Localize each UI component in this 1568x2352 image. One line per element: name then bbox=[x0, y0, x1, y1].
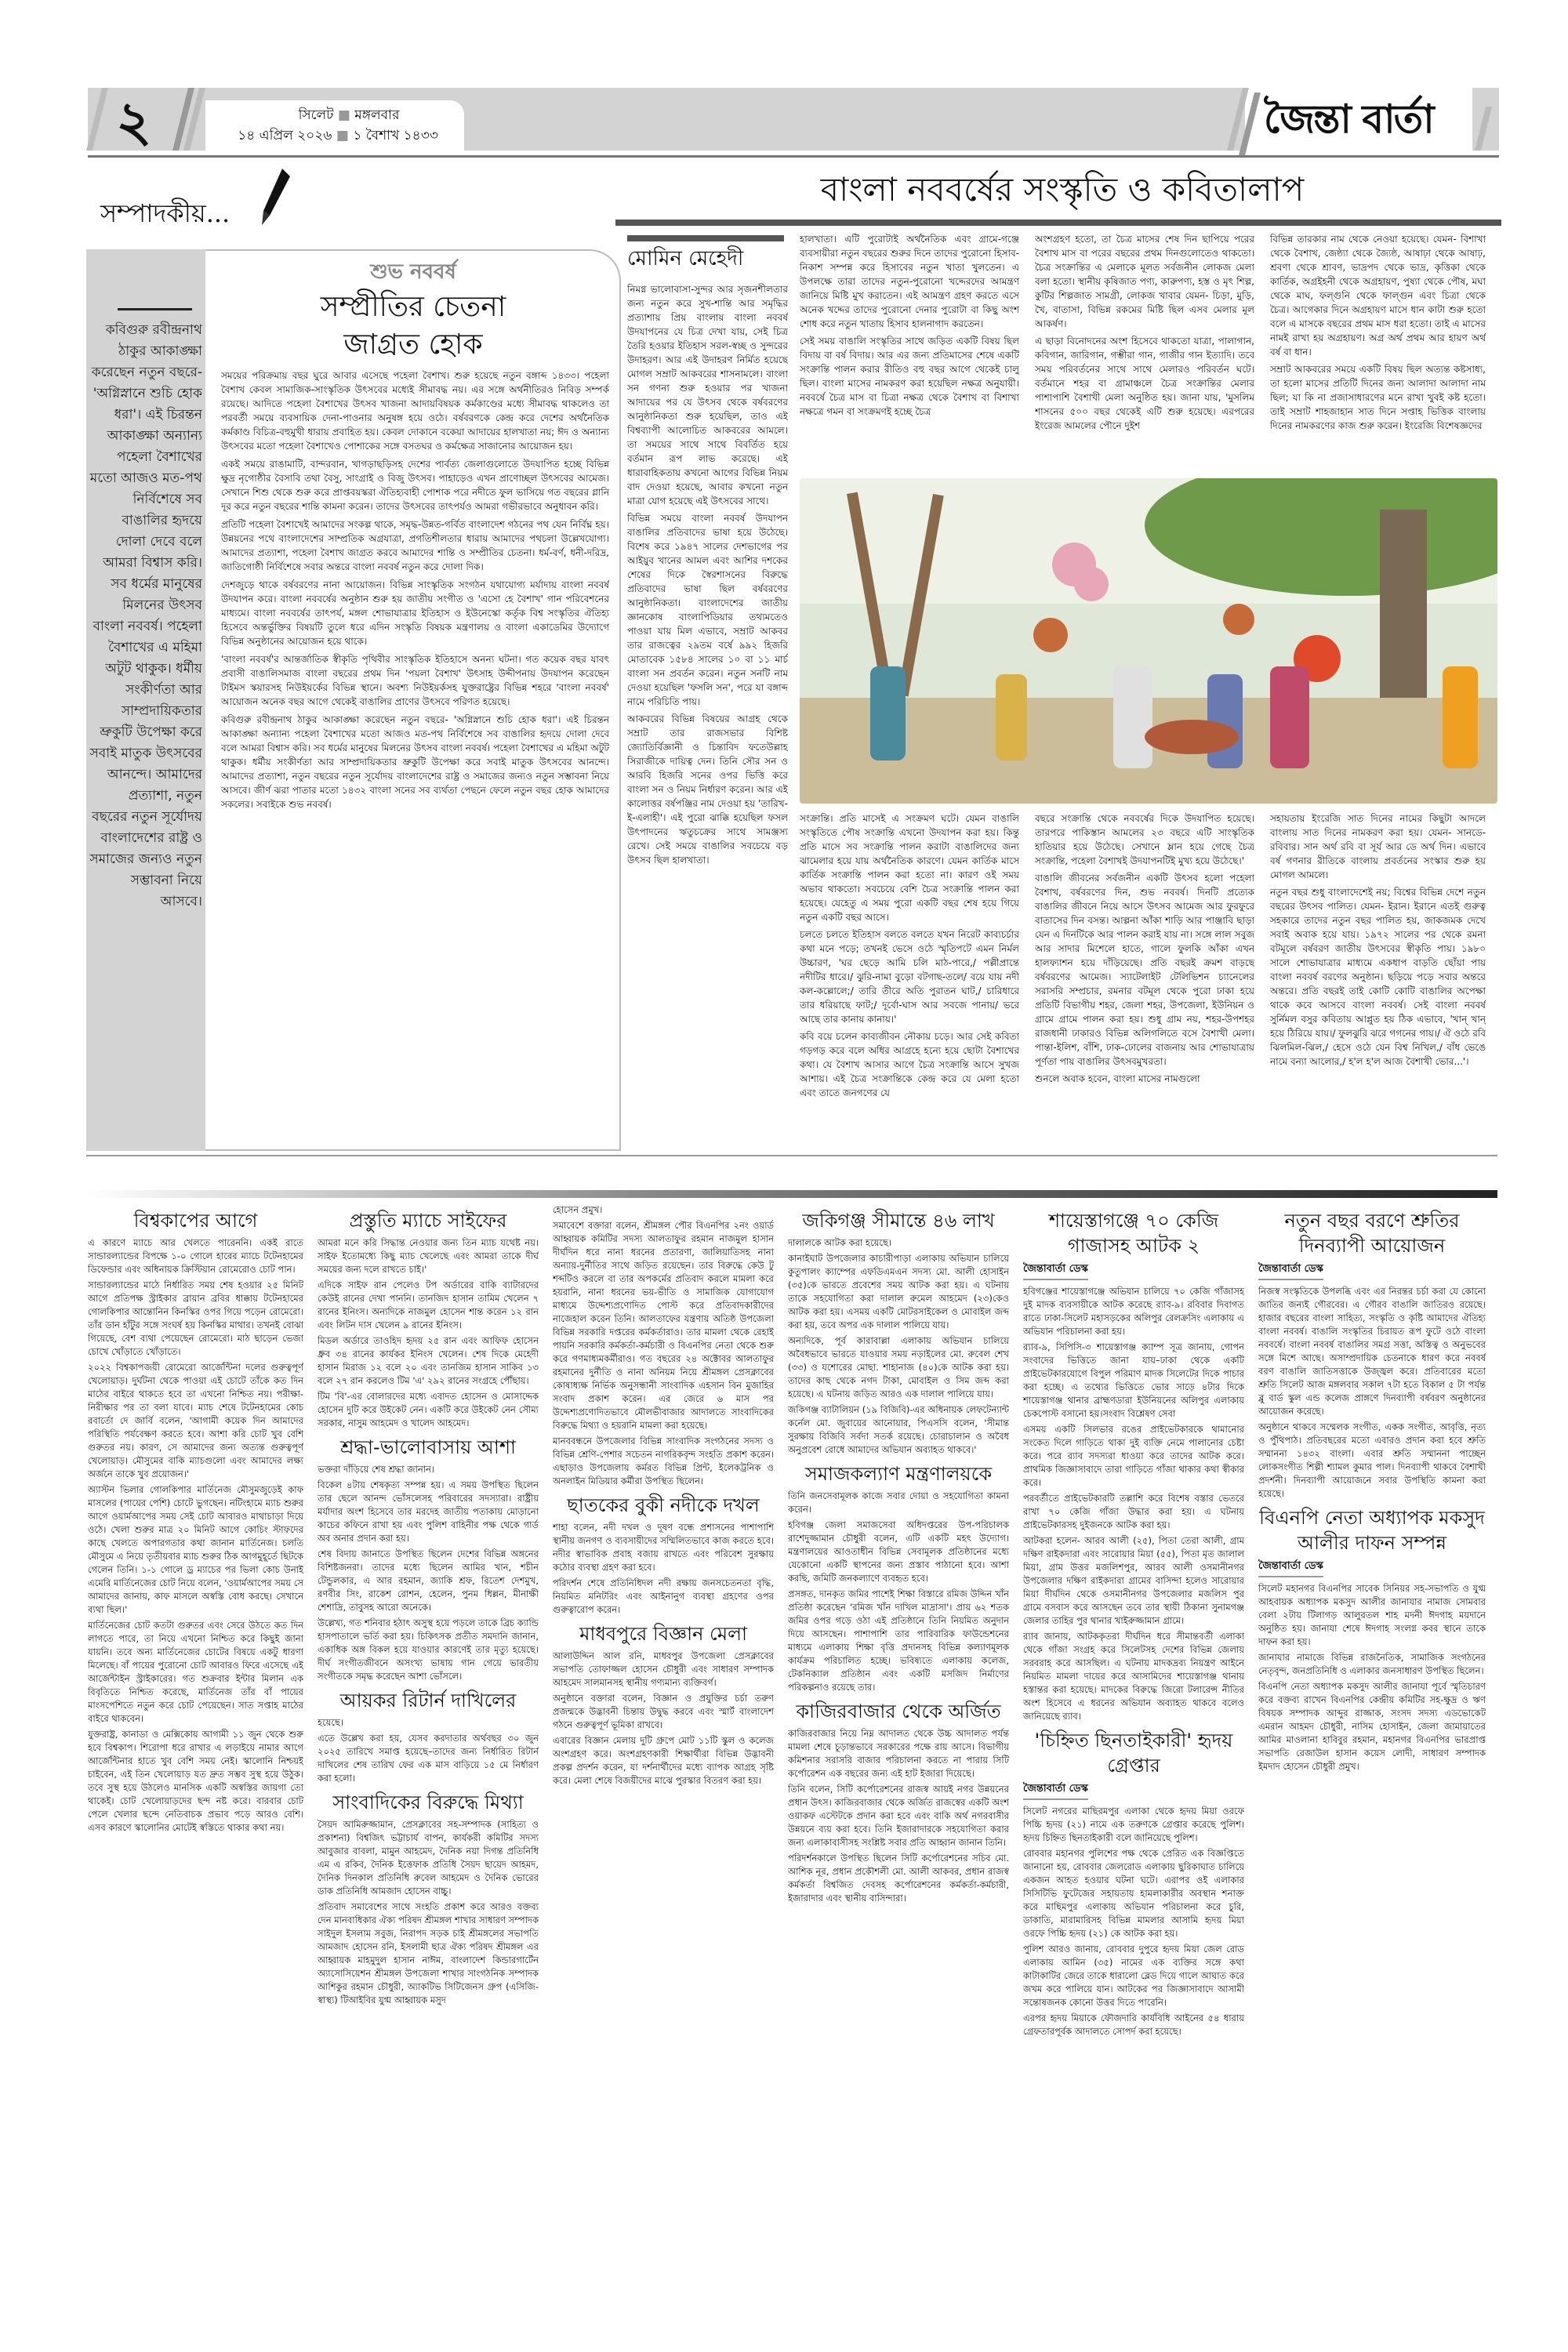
header-rule bbox=[88, 155, 1499, 158]
feature-column-4 bbox=[1270, 232, 1486, 472]
news-paragraph: যুক্তরাষ্ট্র, কানাডা ও মেক্সিকোয় আগামী ১১ জুন থেকে শুরু হবে বিশ্বকাপ। শিরোপা ধরে রাখার এ লড়াইয়ে নামার আগে আর্জেন্টিনার হাতে খুব বেশি সময় নেই। স্কালোনি নিশ্চয়ই চাইবেন, এই তিন খেলোয়াড় যত দ্রুত সম্ভব সুস্থ হয়ে উঠুক। তবে সুস্থ হয়ে উঠলেও মানসিক একটি অস্বস্তির জায়গা তো থাকেই। চোট খেলোয়াড়দের ছন্দ নষ্ট করে। বারবার চোট পেলে খেলার ছন্দে নেতিবাচক প্রভাব পড়ে আরও বেশি। এসব কারণে স্কালোনির মোটেই স্বস্তিতে থাকার কথা নয়। bbox=[88, 1729, 303, 1833]
news-paragraph: রোববার মহানগর পুলিশের পক্ষ থেকে প্রেরিত এক বিজ্ঞপ্তিতে জানানো হয়, রোববার জেলরোড এলাকায় ছুরিকাঘাত চালিয়ে একজন আহত হওয়ার ঘটনা ঘটে। এরাপর ওই এলাকার সিসিটিভি ফুটেজের সহায়তায় হামলাকারীর অবস্থান শনাক্ত করে মাছিমপুর এলাকায় অভিযান পরিচালনা করে চুরি, ডাকাতি, মারামারিসহ বিভিন্ন মামলার আসামি হৃদয় মিয়া ওরফে পিচ্চি হৃদয় (২১) কে আটক করা হয়। bbox=[1023, 1848, 1244, 1939]
news-headline: 'চিহ্নিত ছিনতাইকারী' হৃদয় গ্রেপ্তার bbox=[1034, 1730, 1233, 1777]
news-byline: জৈন্তাবার্তা ডেস্ক bbox=[1258, 1559, 1323, 1577]
feature-column-5 bbox=[800, 811, 1019, 1149]
news-headline: কাজিরবাজার থেকে অর্জিত bbox=[796, 1700, 1001, 1722]
header-city: সিলেট bbox=[298, 107, 334, 123]
news-paragraph: হবিগঞ্জের শায়েস্তাগঞ্জে অভিযান চালিয়ে ৭০ কেজি গাঁজাসহ দুই মাদক ব্যবসায়ীকে আটক করেছে র‍্যাব-৯। রবিবার দিবাগত রাতে ঢাকা-সিলেট মহাসড়কের অলিপুর রেলক্রসিং এলাকায় এ অভিযান পরিচালনা করা হয়। bbox=[1023, 1286, 1244, 1337]
news-headline: মাধবপুরে বিজ্ঞান মেলা bbox=[579, 1623, 747, 1645]
news-paragraph: পরবর্তীতে প্রাইভেটকারটি তল্লাশি করে বিশেষ বস্তার ভেতরে রাখা ৭০ কেজি গাঁজা উদ্ধার করা হয়। এ ঘটনায় প্রাইভেটকারসহ দুইজনকে আটক করা হয়। bbox=[1023, 1493, 1244, 1530]
feature-paragraph: কবি বয়ে চলেন কাব্যজীবন নৌকায় চড়ে। আর সেই কবিতা গড়গড় করে বলে অধির আগ্রহে হন্যে হয়ে ছোটা বৈশাখের কথা। যে বৈশাখ আসার আগে চৈত্র সংক্রান্তি আসে সুখজ আশায়। এই চৈত্র সংক্রান্তিকে কেন্দ্র করে যে মেলা হতো এবং তাতে জনগণের যে bbox=[800, 1031, 1019, 1098]
fountain-pen-icon bbox=[259, 169, 290, 231]
editorial-pullquote: কবিগুরু রবীন্দ্রনাথ ঠাকুর আকাঙ্ক্ষা করেছেন নতুন বছরে- 'অগ্নিস্নানে শুচি হোক ধরা'। এই চিরন্তন আকাঙ্ক্ষা অন্যান্য পহেলা বৈশাখের মতো আজও মত-পথ নির্বিশেষে সব বাঙালির হৃদয়ে দোলা দেবে বলে আমরা বিশ্বাস করি। সব ধর্মের মানুষের মিলনের উৎসব বাংলা নববর্ষ। পহেলা বৈশাখের এ মহিমা অটুট থাকুক। ধর্মীয় সংকীর্ণতা আর সাম্প্রদায়িকতার ভ্রুকুটি উপেক্ষা করে সবাই মাতুক উৎসবের আনন্দে। আমাদের প্রত্যাশা, নতুন বছরের নতুন সূর্যোদয় বাংলাদেশের রাষ্ট্র ও সমাজের জন্যও নতুন সম্ভাবনা নিয়ে আসবে। bbox=[89, 322, 202, 909]
editorial-paragraph: সময়ের পরিক্রমায় বছর ঘুরে আবার এসেছে পহেলা বৈশাখ। শুরু হয়েছে নতুন বঙ্গাব্দ ১৪৩৩। পহেলা বৈশাখ কেবল সামাজিক-সাংস্কৃতিক উৎসবের মধ্যেই সীমাবদ্ধ নয়। এর সঙ্গে অর্থনীতিরও নিবিড় সম্পর্ক রয়েছে। আদিতে পহেলা বৈশাখের উৎসব খাজনা আদায়বিষয়ক কর্মকাণ্ডের মধ্যে সীমাবদ্ধ থাকলেও তা পরবর্তী সময়ে ব্যবসায়িক দেনা-পাওনার অনুষঙ্গ হয়ে ওঠে। বর্ষবরণকে কেন্দ্র করে দেশের অর্থনৈতিক কর্মকাণ্ড বিচিত্র-বহুমুখী ধারায় প্রবাহিত হয়। কেবল দোকানে বকেয়া আদায়ের হালখাতা নয়; ঈদ ও অন্যান্য উৎসবের মতো পহেলা বৈশাখেও পোশাকের সঙ্গে বসতঘর ও কর্মক্ষেত্র সাজানোর আয়োজন হয়। bbox=[221, 370, 609, 452]
news-headline: সাংবাদিকের বিরুদ্ধে মিথ্যা bbox=[332, 1791, 524, 1813]
news-paragraph: শাহা বলেন, নদী দখল ও দূষণ বন্ধে প্রশাসনের পাশাপাশি স্থানীয় জনগণ ও ব্যবসায়ীদের সম্মিলিতভাবে কাজ করতে হবে। নদীর স্বাভাবিক প্রবাহ বজায় রাখতে এবং পরিবেশ সুরক্ষায় কঠোর ব্যবস্থা গ্রহণ করা হবে। bbox=[553, 1522, 774, 1573]
news-paragraph: হোসেন প্রমুখ। bbox=[553, 1204, 603, 1215]
feature-column-2 bbox=[800, 232, 1019, 472]
news-paragraph: দালালকে আটক করা হয়েছে। bbox=[788, 1237, 892, 1248]
news-paragraph: উল্লেখ্য, গত শনিবার হঠাৎ অসুস্থ হয়ে পড়লে তাকে ব্রিচ ক্যান্ডি হাসপাতালে ভর্তি করা হয়। চিকিৎসক প্রতীত সমদানি জানান, একাধিক অঙ্গ বিকল হয়ে যাওয়ার কারণেই তার মৃত্যু হয়েছে। দীর্ঘ সংগীতজীবনে অসংখ্য ভাষায় গান গেয়ে ভারতীয় সংগীতকে সমৃদ্ধ করেছেন আশা ভোঁসলে। bbox=[318, 1617, 539, 1682]
news-paragraph: এরপর হৃদয় মিয়াকে ফৌজদারি কার্যবিধি আইনের ৫৪ ধারায় গ্রেফতারপূর্বক আদালতে সোপর্দ করা হয়েছে। bbox=[1023, 2013, 1244, 2037]
editorial-kicker: শুভ নববর্ষ bbox=[370, 260, 456, 284]
news-paragraph: পরিদর্শন শেষে প্রতিনিধিদল নদী রক্ষায় জনসচেতনতা বৃদ্ধি, নিয়মিত মনিটরিং এবং আইনানুগ ব্যবস্থা গ্রহণের ওপর গুরুত্বারোপ করেন। bbox=[553, 1577, 774, 1615]
news-paragraph: এতে উল্লেখ করা হয়, যেসব করদাতার অর্থবছর ৩০ জুন ২০২৫ তারিখে সমাপ্ত হয়েছে–তাদের জন্য নির্ধারিত রিটার্ন দাখিলের শেষ তারিখ ফের এক মাস বাড়িয়ে ১৫ মে নির্ধারণ করা হলো। bbox=[318, 1733, 539, 1784]
news-column-6 bbox=[1258, 1203, 1486, 2317]
feature-column-7 bbox=[1270, 811, 1486, 1149]
news-headline: শ্রদ্ধা-ভালোবাসায় আশা bbox=[339, 1436, 517, 1458]
news-paragraph: মানববন্ধনে উপজেলার বিভিন্ন সাংবাদিক সংগঠনের সদস্য ও বিভিন্ন শ্রেণি-পেশার সচেতন নাগরিকবৃন্দ সংহতি প্রকাশ করেন। এছাড়াও উপজেলায় কর্মরত বিভিন্ন প্রিন্ট, ইলেকট্রনিক ও অনলাইন মিডিয়ার কর্মীরা উপস্থিত ছিলেন। bbox=[553, 1436, 774, 1486]
news-headline: শায়েস্তাগঞ্জে ৭০ কেজি গাজাসহ আটক ২ bbox=[1048, 1210, 1219, 1257]
news-paragraph: সমাবেশে বক্তারা বলেন, শ্রীমঙ্গল পৌর বিএনপির ২নং ওয়ার্ড আহ্বায়ক কমিটির সদস্য আলতাফুর রহমান নাজমুল হাসান দীর্ঘদিন ধরে নানা ধরনের প্রতারণা, জালিয়াতিসহ নানা অন্যায়-দুর্নীতির সাথে জড়িত রয়েছেন। তার বিরুদ্ধে কেউ টু শব্দটিও করলে বা তার অপকর্মের প্রতিবাদ করলে মামলা করে হয়রানি, নানা ধরনের ভয়-ভীতি ও সামাজিক যোগাযোগ মাধ্যমে উদ্দেশ্যপ্রণোদিত পোস্ট করে প্রতিবাদকারীদের নাজেহাল করেন তিনি। আলতাফের যন্ত্রণায় অতিষ্ঠ উপজেলা বিভিন্ন সরকারি দপ্তরের কর্মকর্তারাও। তার মামলা থেকে রেহাই পায়নি সরকারি কর্মকর্তা-কর্মচারী ও বিএনপির নেতা থেকে শুরু করে গণমাধ্যমকর্মীরাও। গত বছরের ২৪ অক্টোবর আলতাফুর রহমানের দুর্নীতি ও নানা অনিয়ম নিয়ে শ্রীমঙ্গল প্রেসক্লাবের কোষাধ্যক্ষ নির্ভিক অনুসন্ধানী সাংবাদিক এহসান বিন মুজাহির সংবাদ প্রকাশ করেন। এর জেরে ৬ মাস পর উদ্দেশ্যপ্রণোদিতভাবে মৌলভীবাজার আদালতে সাংবাদিকের বিরুদ্ধে মিথ্যা ও হয়রানি মামলা করা হয়েছে। bbox=[553, 1220, 774, 1431]
news-paragraph: এসময় একটি সিলভার রঙের প্রাইভেটকারকে থামানোর সংকেত দিলে গাড়িতে থাকা দুই ব্যক্তি নেমে পালানোর চেষ্টা করে। পরে র‍্যাব সদস্যরা ধাওয়া করে তাদের আটক করে। প্রাথমিক জিজ্ঞাসাবাদে তারা গাড়িতে গাঁজা থাকার কথা স্বীকার করে। bbox=[1023, 1424, 1244, 1488]
news-paragraph: অনুষ্ঠানে থাকবে সম্মেলক সংগীত, একক সংগীত, আবৃত্তি, নৃত্য ও পুঁথিপাঠ। প্রতিবছরের মতো এবারও প্রদান করা হবে শ্রুতি সম্মাননা ১৪৩২ বাংলা। এবার শ্রুতি সম্মাননা পাচ্ছেন লোকসংগীত শিল্পী শ্যামল কুমার পাল। দিনব্যাপী থাকবে বৈশাখী প্রদর্শনী। দিনব্যাপী আয়োজনে সবার উপস্থিতি কামনা করা হয়েছে। bbox=[1258, 1421, 1486, 1499]
date-bangla: ১ বৈশাখ ১৪৩৩ bbox=[353, 128, 438, 143]
feature-paragraph: চলতে চলতে ইতিহাস বলতে বলতে যখন নিরেট কাব্যচর্চার কথা মনে পড়ে; তখনই ভেসে ওঠে স্মৃতিপটে এমন নির্মল উচ্চারণ, 'ঘর ছেড়ে আমি চলি মাঠ-পারে,/ পল্লীপ্রান্তে নদীটির ধারে।/ ঝুরি-নামা বুড়ো বটগাছ-তলে/ বয়ে যায় নদী কল-কল্লোলে;/ তারি তীরে অতি পুরাতন ঘাট,/ চারিধারে তার ধরিয়াছে ফাট;/ দূর্বো-ঘাস আর সবজে পানায়/ ভরে আছে তার কানায় কানায়।' bbox=[800, 929, 1019, 1025]
feature-paragraph: বিভিন্ন তারকার নাম থেকে নেওয়া হয়েছে। যেমন- বিশাখা থেকে বৈশাখ, জেষ্ঠ্যা থেকে জ্যৈষ্ঠ, আষাঢ়া থেকে আষাঢ়, শ্রবণা থেকে শ্রাবণ, ভাদ্রপদ থেকে ভাদ্র, কৃত্তিকা থেকে কার্তিক, অগ্রইহনী থেকে অগ্রহায়ণ, পুষ্যা থেকে পৌষ, মঘা থেকে মাঘ, ফল্গুনি থেকে ফাল্গুন এবং চিত্রা থেকে চৈত্র। আগেকার দিনে অগ্রহায়ণ মাসে ধান কাটা শুরু হতো বলে এ মাসকে বছরের প্রথম মাস ধরা হতো। তাই এ মাসের নামই রাখা হয় অগ্রহায়ণ। অগ্র অর্থ প্রথম আর হায়ণ অর্থ বর্ষ বা ধান। bbox=[1270, 234, 1486, 358]
news-paragraph: এ কারণে ম্যাচে আর খেলতে পারেননি। একই রাতে সান্ডারল্যান্ডের বিপক্ষে ১-০ গোলে হারের ম্যাচে টটেনহামের ডিফেন্ডার এবং অধিনায়ক ক্রিস্টিয়ান রোমেরোও চোট পান। bbox=[88, 1237, 303, 1275]
header-weekday: মঙ্গলবার bbox=[354, 107, 400, 123]
news-paragraph: পরিদর্শনকালে উপস্থিত ছিলেন সিটি কর্পোরেশনের সচিব মো. আশিক নূর, প্রধান প্রকৌশলী মো. আলী আকবর, প্রধান রাজস্ব কর্মকর্তা বিশ্বজিত দেবসহ কর্পোরেশনের কর্মকর্তা-কর্মচারী, ইজারাদার এবং স্থানীয় বাসিন্দারা। bbox=[788, 1853, 1009, 1904]
feature-paragraph: সম্রাট আকবরের সময়ে একটি বিষয় ছিল অত্যন্ত কষ্টসাধ্য, তা হলো মাসের প্রতিটি দিনের জন্য আলাদা আলাদা নাম ছিল; যা কি না প্রজাসাধারণের মনে রাখা খুবই কষ্ট হতো। তাই সম্রাট শাহজাহান সাত দিনে সপ্তাহ ভিত্তিক বাংলায় দিনের নামকরণের কাজ শুরু করেন। ইংরেজি বিশেষজ্ঞদের bbox=[1270, 364, 1486, 431]
feature-paragraph: সহায়তায় ইংরেজি সাত দিনের নামের কিছুটা আদলে বাংলায় সাত দিনের নামকরণ করা হয়। যেমন- সানডে- রবিবার। সান অর্থ রবি বা সূর্য আর ডে অর্থ দিন। এভাবে বর্ষ গণনার রীতিকে বাংলায় প্রবর্তনের সংস্কার শুরু হয় মোগল আমলে। bbox=[1270, 813, 1486, 880]
editorial-section-label: সম্পাদকীয়... bbox=[100, 198, 230, 228]
news-paragraph: কাজিরবাজার নিয়ে নিম্ন আদালত থেকে উচ্চ আদালত পর্যন্ত মামলা শেষে চূড়ান্তভাবে সরকারের পক্ষে রায় আসে। বিভাগীয় কমিশনার সরাসরি বাজার পরিচালনা করতে না পারায় সিটি কর্পোরেশন এক বছরের জন্য এই হাট ইজারা দিয়েছে। bbox=[788, 1728, 1009, 1779]
news-headline: আয়কর রিটার্ন দাখিলের bbox=[339, 1690, 517, 1711]
news-paragraph: অ্যাস্টন ভিলার গোলকিপার মার্তিনেজ মৌসুমজুড়েই কাফ মাসলের (পায়ের পেশি) চোটে ভুগছেন। নটিংহামে ম্যাচ শুরুর আগে ওয়ার্মআপের সময় সেই চোট আবারও মাথাচাড়া দিয়ে ওঠে। খেলা শুরুর মাত্র ২০ মিনিট আগে কোচিং স্টাফদের কাছে খেলতে অপারগতার কথা জানান মার্তিনেজ। চলতি মৌসুমে এ নিয়ে তৃতীয়বার ম্যাচ শুরুর ঠিক আগমুহূর্তে ছিটকে গেলেন তিনি। ১-১ গোলে ড্র ম্যাচের পর ভিলা কোচ উনাই এমেরি মার্তিনেজের চোট নিয়ে বলেন, 'ওয়ার্মআপের সময় সে আমাদের জানায়, কাফ মাসলে অস্বস্তি বোধ করছে। সেখানে ব্যথা ছিল।' bbox=[88, 1484, 303, 1615]
news-paragraph: মিডল অর্ডারে তাওহিদ হৃদয় ২৫ রান এবং আফিফ হোসেন ধ্রুব ৩৪ রানের কার্যকর ইনিংস খেলেন। শেষ দিকে মেহেদী হাসান মিরাজ ১২ বলে ২০ এবং তানজিম হাসান সাকিব ১৩ বলে ২৭ রান করলেও টিম 'এ' ২৯২ রানের সংগ্রহে পৌঁছায়। bbox=[318, 1335, 539, 1386]
news-paragraph: এবারের বিজ্ঞান মেলায় দুটি গ্রুপে মোট ১১টি স্কুল ও কলেজ অংশগ্রহণ করে। অংশগ্রহণকারী শিক্ষার্থীরা বিভিন্ন উদ্ভাবনী প্রকল্প প্রদর্শন করেন, যা দর্শনার্থীদের মধ্যে ব্যাপক আগ্রহ সৃষ্টি করে। মেলা শেষে বিজয়ীদের মাঝে পুরস্কার বিতরণ করা হয়। bbox=[553, 1735, 774, 1786]
editorial-paragraph: দেশজুড়ে থাকে বর্ষবরণের নানা আয়োজন। বিভিন্ন সাংস্কৃতিক সংগঠন যথাযোগ্য মর্যাদায় বাংলা নববর্ষ উদযাপন করে। বাংলা নববর্ষের অনুষ্ঠান শুরু হয় জাতীয় সংগীত ও 'এসো হে বৈশাখ' গান পরিবেশনের মাধ্যমে। বাংলা নববর্ষের তাৎপর্য, মঙ্গল শোভাযাত্রার ইতিহাস ও ইউনেস্কো কর্তৃক বিশ্ব সংস্কৃতির ঐতিহ্য হিসেবে অন্তর্ভুক্তির বিষয়টি তুলে ধরে এদিন সংস্কৃতি বিষয়ক মন্ত্রণালয় ও বাংলা একাডেমির উদ্যোগে বিভিন্ন অনুষ্ঠানের আয়োজন হয়ে থাকে। bbox=[221, 579, 609, 647]
news-headline: বিশ্বকাপের আগে bbox=[133, 1210, 258, 1232]
feature-paragraph: এ ছাড়া বিনোদনের অংশ হিসেবে থাকতো যাত্রা, পালাগান, কবিগান, জারিগান, গম্ভীরা গান, গাজীর গান ইত্যাদি। তবে সময় পরিবর্তনের সাথে সাথে মেলারও পরিবর্তন ঘটে। বর্তমানে শহর বা গ্রামাঞ্চলে চৈত্র সংক্রান্তির মেলার পাশাপাশি বৈশাখী মেলা অনুষ্ঠিত হয়। জানা যায়, 'মুসলিম শাসনের ৫০০ বছর থেকেই এটি শুরু হয়েছে। এরপরের ইংরেজ আমলের পৌনে দুইশ bbox=[1035, 336, 1254, 431]
news-world-cup bbox=[88, 1203, 303, 2317]
feature-author: মোমিন মেহেদী bbox=[627, 247, 744, 270]
news-byline: জৈন্তাবার্তা ডেস্ক bbox=[1023, 1261, 1088, 1280]
header-city-weekday: সিলেট ■ মঙ্গলবার bbox=[298, 107, 400, 123]
news-paragraph: সিলেট নগরের মাছিরমপুর এলাকা থেকে হৃদয় মিয়া ওরফে পিচ্চি হৃদয় (২১) নামে এক তরুণকে গ্রেপ্তার করেছে পুলিশ। হৃদয় চিহ্নিত ছিনতাইকারী বলে জানিয়েছে পুলিশ। bbox=[1023, 1806, 1244, 1843]
news-column-4 bbox=[788, 1203, 1009, 2317]
editorial-paragraph: 'বাংলা নববর্ষ'র আন্তর্জাতিক স্বীকৃতি পৃথিবীর সাংস্কৃতিক ইতিহাসে অনন্য ঘটনা। গত কয়েক বছর যাবৎ প্রবাসী বাঙালিসমাজ বাংলা বছরের প্রথম দিন 'পয়লা বৈশাখ' উৎসাহ উদ্দীপনায় উদযাপন করেছেন টাইমস স্কয়ারসহ নিউইয়র্কের বিভিন্ন স্থানে। অবশ্য নিউইয়র্কসহ যুক্তরাষ্ট্রের বিভিন্ন শহরে 'বাংলা নববর্ষ' আয়োজন অনেক বছর আগে থেকেই বাঙালির প্রাণের উৎসবে পরিণত হয়েছে। bbox=[221, 654, 609, 707]
news-paragraph: তিনি জনসেবামূলক কাজে সবার দোয়া ও সহযোগিতা কামনা করেন। bbox=[788, 1490, 1009, 1515]
boishakhi-mela-illustration bbox=[800, 478, 1497, 804]
news-paragraph: মার্তিনেজের চোট কতটা গুরুতর এবং সেরে উঠতে কত দিন লাগতে পারে, তা নিয়ে এখনো নিশ্চিত করে কিছুই জানা যায়নি। তবে অন্য মার্তিনেজের চোটের বিষয়ে একটু ধারণা মিলেছে। বাঁ পায়ের পুরোনো চোট আবারও ফিরে এসেছে এই আর্জেন্টাইন স্ট্রাইকারের। গত শুক্রবার ইন্টার মিলান এক বিবৃতিতে নিশ্চিত করেছে, মার্তিনেজ তাঁর বাঁ পায়ের মাংসপেশিতে নতুন করে চোট পেয়েছেন। সাত সপ্তাহ মাঠের বাইরে থাকবেন। bbox=[88, 1620, 303, 1724]
news-paragraph: হবিগঞ্জ জেলা সমাজসেবা অধিদপ্তরের উপ-পরিচালক রাশেদুজ্জামান চৌধুরী বলেন, এটি একটি মহৎ উদ্যোগ। মন্ত্রণালয়ের আওতাধীন বিভিন্ন সেবামূলক প্রতিষ্ঠানের মধ্যে যেকোনো একটি স্থাপনের জন্য প্রস্তাব পাঠানো হবে। আশা করছি, জমিটি জনকল্যাণে ব্যবহৃত হবে। bbox=[788, 1519, 1009, 1584]
news-headline: প্রস্তুতি ম্যাচে সাইফের bbox=[349, 1210, 507, 1232]
news-paragraph: প্রসঙ্গত, দানকৃত জমির পাশেই শিক্ষা বিস্তারে রমিজ উদ্দিন খাঁন প্রতিষ্ঠা করেছেন 'রমিজ খাঁন দাখিল মাদ্রাসা'। প্রায় ৬২ শতক জমির ওপর গড়ে ওঠা এই প্রতিষ্ঠানে তিনি নিয়মিত অনুদান দিয়ে আসছেন। পাশাপাশি তার পারিবারিক ফাউন্ডেশনের মাধ্যমে এলাকায় শিক্ষা বৃত্তি প্রদানসহ বিভিন্ন কল্যাণমূলক কার্যক্রম পরিচালিত হচ্ছে। ভবিষ্যতে এলাকায় কলেজ, টেকনিক্যাল প্রতিষ্ঠান এবং একটি মসজিদ নির্মাণের পরিকল্পনাও রয়েছে তার। bbox=[788, 1588, 1009, 1693]
news-paragraph: নিজস্ব সংস্কৃতিকে উপলব্ধি এবং এর নিরন্তর চর্চা করা যে কোনো জাতির জন্যই গৌরবের। এ গৌরব বাঙালি জাতিরও রয়েছে। হাজার বছরের বাংলা সাহিত্য, সংস্কৃতি ও কৃষ্টি আমাদের ঐতিহ্য বাংলা নববর্ষ। বাঙালি সংস্কৃতির চিরায়ত রূপ ফুটে ওঠে বাংলা নববর্ষে। বাংলা নববর্ষ বাঙালির সমগ্র সত্তা, অস্তিত্ব ও অনুভবের সঙ্গে মিশে আছে। অসাম্প্রদায়িক চেতনাকে ধারণ করে নববর্ষ বরণ বাঙালি জাতিসত্তাকে উজ্জ্বল করে। প্রতিবারের মতো শ্রুতি সিলেট আজ মঙ্গলবার সকাল ৭টা হতে বিকাল ৫ টা পর্যন্ত ব্লু বার্ড স্কুল এন্ড কলেজ প্রাঙ্গণে দিনব্যাপী বর্ষবরণ অনুষ্ঠানের আয়োজন করেছে। bbox=[1258, 1286, 1486, 1417]
section-divider bbox=[86, 1155, 1497, 1156]
news-paragraph: জকিগঞ্জ ব্যাটালিয়ন (১৯ বিজিবি)-এর অধিনায়ক লেফটেন্যান্ট কর্নেল মো. জুবায়ের আনোয়ার, পিএসসি বলেন, 'সীমান্ত সুরক্ষায় বিজিবি সর্বদা সতর্ক রয়েছে। চোরাচালান ও অবৈধ অনুপ্রবেশ রোধে আমাদের অভিযান অব্যাহত থাকবে।' bbox=[788, 1404, 1009, 1455]
pullquote-rule bbox=[118, 308, 192, 310]
news-byline: জৈন্তাবার্তা ডেস্ক bbox=[1023, 1781, 1088, 1800]
news-paragraph: বিএনপি নেতা অধ্যাপক মকসুদ আলীর জানাযা পূর্বে স্মৃতিচারণ করে বক্তব্য রাখেন বিএনপির কেন্দ্রীয় কমিটির সহ-ক্ষুদ্র ও ঋণ বিষয়ক সম্পাদক আব্দুর রাজ্জাক, সংসদ সদস্য এডভোকেট এমরান আহমদ চৌধুরী, নাসিম হোসাইন, জেলা জামায়াতের আমির মাওলানা হাবিবুর রহমান, মহানগর বিএনপির ভারপ্রাপ্ত সভাপতি রেজাউল হাসান কয়েস লোদী, সাধারণ সম্পাদক ইমদাদ হোসেন চৌধুরী প্রমুখ। bbox=[1258, 1681, 1486, 1772]
editorial-headline bbox=[205, 289, 621, 364]
author-rule bbox=[627, 235, 784, 241]
news-column-5 bbox=[1023, 1203, 1244, 2317]
editorial-headline-line1: সম্প্রীতির চেতনা bbox=[320, 291, 506, 323]
editorial-headline-line2: জাগ্রত হোক bbox=[343, 328, 483, 361]
news-paragraph: শেষ বিদায় জানাতে উপস্থিত ছিলেন দেশের বিভিন্ন অঙ্গনের বিশিষ্টজনরা। তাদের মধ্যে ছিলেন আমির খান, শচীন টেন্ডুলকার, এ আর রহমান, জ্যাকি শ্রফ, রিতেশ দেশমুখ, রণবীর সিং, রাকেশ রোশন, হেলেন, পুনম ধিল্লন, মীনাক্ষী শেশাদ্রি, তাবুসহ আরো অনেকে। bbox=[318, 1548, 539, 1613]
news-paragraph: আমরা মনে করি সিদ্ধান্ত নেওয়ার জন্য তিন ম্যাচ যথেষ্ট নয়। সাইফ ইতোমধ্যে কিছু ম্যাচ খেলেছে এবং আমরা তাকে দীর্ঘ সময়ের জন্য দলে রাখতে চাই।' bbox=[318, 1237, 539, 1275]
news-column-3 bbox=[553, 1203, 774, 2317]
news-headline: সমাজকল্যাণ মন্ত্রণালয়কে bbox=[804, 1463, 993, 1485]
feature-title: বাংলা নববর্ষের সংস্কৃতি ও কবিতালাপ bbox=[820, 170, 1305, 209]
feature-paragraph: সংক্রান্তি। প্রতি মাসেই এ সংক্রমণ ঘটে। যেমন বাঙালি সংস্কৃতিতে পৌষ সংক্রান্তি এখনো উদযাপন করা হয়। কিন্তু প্রতি মাসে সব সংক্রান্তি পালন করাটা বাঙালিদের জন্য ঝামেলার হয়ে যায় অর্থনৈতিক কারণে। যেমন কার্তিক মাসে কার্তিক সংক্রান্তি পালন করা হতো না। কারণ ওই সময় অভাব থাকতো। সবচেয়ে বেশি চৈত্র সংক্রান্তি পালন করা হয়েছে। যেহেতু এ সময় পুরো একটি বছর শেষ হয়ে গিয়ে নতুন একটি বছর আসে। bbox=[800, 813, 1019, 923]
editorial-paragraph: প্রতিটি পহেলা বৈশাখেই আমাদের সংকল্প থাকে, সমৃদ্ধ-উন্নত-গর্বিত বাংলাদেশ গঠনের পথ যেন নির্বিঘ্ন হয়। উন্নয়নের পথে বাংলাদেশের সাম্প্রতিক অগ্রযাত্রা, প্রগতিশীলতার ধারায় আমাদের পথচলা উল্লেখযোগ্য। আমাদের প্রত্যাশা, পহেলা বৈশাখ জাগ্রত করবে আমাদের শান্তি ও সম্প্রীতির চেতনা। ধর্ম-বর্ণ, ধনী-দরিদ্র, জাতিগোষ্ঠী নির্বিশেষে সবার অন্তরে বাংলা নববর্ষ নতুন করে দোলা দিক। bbox=[221, 519, 609, 572]
feature-column-6 bbox=[1035, 811, 1254, 1149]
news-paragraph: সিলেট মহানগর বিএনপির সাবেক সিনিয়র সহ-সভাপতি ও যুগ্ম আহবায়ক অধ্যাপক মকসুদ আলীর জানাযার নামাজ সোমবার বেলা ২টায় টিলাগড় আলুরতল শাহ মদনী ঈদগাহ ময়দানে অনুষ্ঠিত হয়। জানাযা শেষে ঈদগাহ সংলগ্ন কবর স্থানে তাকে দাফন করা হয়। bbox=[1258, 1583, 1486, 1647]
news-headline: বিএনপি নেতা অধ্যাপক মকসুদ আলীর দাফন সম্পন্ন bbox=[1259, 1507, 1485, 1554]
news-paragraph: র‍্যাব-৯, সিপিসি-৩ শায়েস্তাগঞ্জ ক্যাম্প সূত্র জানায়, গোপন সংবাদের ভিত্তিতে জানা যায়–ঢাকা থেকে একটি প্রাইভেটকারযোগে বিপুল পরিমাণ মাদক সিলেটের দিকে পাচার করা হচ্ছে। এ তথ্যের ভিত্তিতে ভোর সাড়ে ৪টার দিকে শায়েস্তাগঞ্জ থানার ব্রাহ্মণডারা ইউনিয়নের অলিপুর এলাকায় চেকপোস্ট বসানো হয়।সংবাদ বিশ্লেষণ সেবা bbox=[1023, 1341, 1244, 1419]
news-paragraph: হয়েছে। bbox=[318, 1717, 344, 1728]
news-paragraph: তিনি বলেন, সিটি কর্পোরেশনের রাজস্ব আয়ই নগর উন্নয়নের প্রধান উৎস। কাজিরবাজার থেকে অর্জিত রাজস্বের একটি অংশ ওয়াকফ এস্টেটকে প্রদান করা হবে এবং বাকি অর্থ নগরবাসীর উন্নয়নে ব্যয় করা হবে। তিনি ইজারাদারকে সহযোগিতা করার জন্য এলাকাবাসীসহ সংশ্লিষ্ট সবার প্রতি আহ্বান জানান তিনি। bbox=[788, 1784, 1009, 1848]
news-paragraph: এদিকে সাইফ রান পেলেও টপ অর্ডারের বাকি ব্যাটারদের কেউই রানের দেখা পাননি। তানজিদ হাসান তামিম খেলেন ৭ রানের ইনিংস। অন্যদিকে নাজমুল হোসেন শান্ত করেন ১২ রান এবং লিটন দাস খেলেন ৯ রানের ইনিংস। bbox=[318, 1279, 539, 1330]
feature-paragraph: বাঙালি জীবনের সর্বজনীন একটি উৎসব হলো পহেলা বৈশাখ, বর্ষবরণের দিন, শুভ নববর্ষ। দিনটি প্রত্যেক বাঙালির জীবনে নিয়ে আসে উৎসব আমেজ আর ফুরফুরে বাতাসের দিন বসন্ত। আল্পনা আঁকা শাড়ি আর পাঞ্জাবি ছাড়া যেন এ দিনটিকে আর পালন করাই যায় না। সঙ্গে লাল সবুজ আর সাদার মিশেলে হাতে, গালে ফুলকি আঁকা এখন হালফ্যাশন হয়ে দাঁড়িয়েছে। প্রতি বছরই ক্রমশ বাড়ছে বর্ষবরণের আমেজ। স্যাটেলাইট টেলিভিশন চ্যানেলের সরাসরি সম্প্রচার, রমনার বটমূল থেকে পুরো ঢাকা হয়ে প্রতিটি বিভাগীয় শহর, জেলা শহর, উপজেলা, ইউনিয়ন ও গ্রামে গ্রামে পালন করা হয়। শুধু গ্রাম নয়, শহর-উপশহর রাজধানী ঢাকারও বিভিন্ন অলিগলিতে বসে বৈশাখী মেলা। পান্তা-ইলিশ, বাঁশি, ঢাক-ঢোলের বাজনায় আর শোভাযাত্রায় পূর্ণতা পায় বাঙালির উৎসবমুখরতা। bbox=[1035, 873, 1254, 1067]
news-headline: নতুন বছর বরণে শ্রুতির দিনব্যাপী আয়োজন bbox=[1284, 1210, 1460, 1257]
news-paragraph: টিম 'বি'-এর বোলারদের মধ্যে এবাদত হোসেন ও মোসাদ্দেক হোসেন দুটি করে উইকেট নেন। একটি করে উইকেট নেন সৌম্য সরকার, নাসুম আহমেদ ও খালেদ আহমেদ। bbox=[318, 1391, 539, 1428]
editorial-paragraph: একই সময়ে রাঙামাটি, বান্দরবান, খাগড়াছড়িসহ দেশের পার্বত্য জেলাগুলোতে উদযাপিত হচ্ছে বিভিন্ন ক্ষুদ্র নৃগোষ্ঠীর বৈসাবি তথা বৈসু, সাংগ্রাই ও বিজু উৎসব। পাহাড়েও এখন প্রাণোচ্ছল উৎসবের আমেজ। সেখানে শিশু থেকে শুরু করে প্রাপ্তবয়স্করা ঐতিহ্যবাহী পোশাক পরে নদীতে ফুল ভাসিয়ে গত বছরের গ্লানি দূর করে নতুন বছরের শান্তি কামনা করেন। তাদের উৎসবের তাৎপর্যও আমরা গভীরভাবে অনুধাবন করি। bbox=[221, 459, 609, 512]
news-paragraph: আটকরা হলেন- আরব আলী (২৫), পিতা তেরা আলী, গ্রাম দক্ষিণ রাইকদারা এবং সারোয়ার মিয়া (৫৫), পিতা মৃত জালাল মিয়া, গ্রাম উত্তর মজলিশপুর, আরব আলী ওসমানীনগর উপজেলার দক্ষিণ রাইকদারা গ্রামের বাসিন্দা হলেও সারোয়ার মিয়া দীর্ঘদিন থেকে ওসমানীনগর উপজেলার মজলিস পুর গ্রামে বসবাস করে আসছেন তবে তার স্থায়ী ঠিকানা সুনামগঞ্জ জেলার তাহির পুর থানার খাইরুজ্জামান গ্রামে। bbox=[1023, 1535, 1244, 1626]
news-headline: জকিগঞ্জ সীমান্তে ৪৬ লাখ bbox=[802, 1210, 995, 1232]
editorial-body bbox=[221, 368, 609, 1145]
feature-paragraph: অংশগ্রহণ হতো, তা চৈত্র মাসের শেষ দিন ছাপিয়ে পরের বৈশাখ মাস বা পরের বছরের প্রথম দিনগুলোতেও থাকতো। চৈত্র সংক্রান্তির এ মেলাকে মূলত সর্বজনীন লোকজ মেলা বলা হতো। স্থানীয় কৃষিজাত পণ্য, কারুপণ্য, হস্ত ও মৃৎ শিল্প, কুটির শিল্পজাত সামগ্রী, লোকজ খাবার যেমন- চিড়া, মুড়ি, খৈ, বাতাসা, বিভিন্ন রকমের মিষ্টি ছিল এসব মেলার মূল আকর্ষণ। bbox=[1035, 234, 1254, 329]
news-byline: জৈন্তাবার্তা ডেস্ক bbox=[1258, 1261, 1323, 1280]
news-paragraph: ভক্তরা দাঁড়িয়ে শেষ শ্রদ্ধা জানান। bbox=[318, 1464, 435, 1475]
newspaper-logo: জৈন্তা বার্তা bbox=[1264, 96, 1433, 142]
feature-title-rule bbox=[615, 220, 1501, 226]
feature-paragraph: শুনলে অবাক হবেন, বাংলা মাসের নামগুলো bbox=[1035, 1073, 1200, 1084]
editorial-paragraph: কবিগুরু রবীন্দ্রনাথ ঠাকুর আকাঙ্ক্ষা করেছেন নতুন বছরে- 'অগ্নিস্নানে শুচি হোক ধরা'। এই চিরন্তন আকাঙ্ক্ষা অন্যান্য পহেলা বৈশাখের মতো আজও মত-পথ নির্বিশেষে সব বাঙালির হৃদয়ে দোলা দেবে বলে আমরা বিশ্বাস করি। সব ধর্মের মানুষের মিলনের উৎসব বাংলা নববর্ষ। পহেলা বৈশাখের এ মহিমা অটুট থাকুক। ধর্মীয় সংকীর্ণতা আর সাম্প্রদায়িকতার ভ্রুকুটি উপেক্ষা করে সবাই মাতুক উৎসবের আনন্দে। আমাদের প্রত্যাশা, নতুন বছরের নতুন সূর্যোদয় বাংলাদেশের রাষ্ট্র ও সমাজের জন্যও নতুন সম্ভাবনা নিয়ে আসবে। জীর্ণ ঝরা পাতার মতো ১৪৩২ বাংলা সনের সব ব্যর্থতা পেছনে ফেলে নতুন বছর হোক আমাদের সকলের। সবাইকে শুভ নববর্ষ। bbox=[221, 714, 609, 810]
news-paragraph: র‍্যাব জানায়, আটককৃতরা দীর্ঘদিন ধরে সীমান্তবর্তী এলাকা থেকে গাঁজা সংগ্রহ করে সিলেটসহ দেশের বিভিন্ন জেলায় সরবরাহ করে আসছিল। এ ঘটনায় মাদকদ্রব্য নিয়ন্ত্রণ আইনে নিয়মিত মামলা দায়ের করে আসামিদের শায়েস্তাগঞ্জ থানায় হস্তান্তর করা হয়েছে। মাদকের বিরুদ্ধে জিরো টলারেন্স নীতির অংশ হিসেবে এ ধরনের অভিযান অব্যাহত থাকবে বলেও জানিয়েছে র‍্যাব। bbox=[1023, 1631, 1244, 1722]
feature-paragraph: নতুন বছর শুধু বাংলাদেশেই নয়; বিশ্বের বিভিন্ন দেশে নতুন বছরের উৎসব পালিত। যেমন- ইরান। ইরানে এতই গুরুত্ব সহকারে তাদের নতুন বছর পালিত হয়, জাকজমক দেখে সবাই অবাক হয়ে যায়। ১৯৭২ সালের পর থেকে রমনা বটমূলে বর্ষবরণ জাতীয় উৎসবের স্বীকৃতি পায়। ১৯৮০ সালে শোভাযাত্রার মাধ্যমে একধাপ বাড়তি ছোঁয়া পায় বাংলা নববর্ষ বরণের অনুষ্ঠান। ছড়িয়ে পড়ে সবার অন্তরে অন্তরে। প্রতি বছরই তাই কোটি কোটি বাঙালির অপেক্ষা থাকে কবে আসবে বাংলা নববর্ষ। সেই বাংলা নববর্ষ সুর্নিমল বসুর কবিতায় আপ্লুত হয় ঠিক এভাবে, 'খান্ খান্ হয়ে ঠিরিয়ে যায়।/ ফুলঝুরি ঝরে গগনের গায়।/ ঐ ওঠে রবি ঝিলমিল-ঝিল,/ হেসে ওঠে যেন বিশ্ব নিখিল,/ বাঁধ ভেঙে নামে বন্যা আলোর,/ হ'ল হ'ল আজ বৈশাখী ভোর...'। bbox=[1270, 887, 1486, 1067]
feature-paragraph: আকবরের বিভিন্ন বিষয়ের আগ্রহ থেকে সম্রাট তার রাজসভার বিশিষ্ট জ্যোতির্বিজ্ঞানী ও চিন্তাবিদ ফতেউল্লাহ সিরাজীকে দায়িত্ব দেন। তিনি সৌর সন ও আরবি হিজরি সনের ওপর ভিত্তি করে বাংলা সন ও নিয়ম নির্ধারণ করেন। আর এই কালোত্তর বর্ষপঞ্জির নাম দেওয়া হয় 'তারিখ-ই-এলাহী'। এই পুরো ঝাক্কি হয়েছিল ফসল উৎপাদনের ঋতুচক্রের সাথে সামঞ্জস্য রেখে। সেই সময়ে বাঙালির সবচেয়ে বড় উৎসব ছিল হালখাতা। bbox=[627, 713, 788, 866]
news-paragraph: সৈয়দ আমিরুজ্জামান, প্রেসক্লাবের সহ-সম্পাদক (সাহিত্য ও প্রকাশনা) বিশ্বজিৎ ভট্টাচার্য বাপন, কার্যকরী কমিটির সদস্য আবুজার বাবলা, মামুন আহমেদ, দৈনিক নয়া দিগন্ত প্রতিনিধি এম এ রকিব, দৈনিক ইত্তেফাক প্রতিধি সৈয়দ ছায়েদ আহমদ, দৈনিক দিনকাল প্রতিনিধি রুবেল আহমেদ ও দৈনিক ভোরের ডাক প্রতিনিধি আমজাদ হোসেন বাচ্চু। bbox=[318, 1819, 539, 1896]
news-paragraph: প্রতিবাদ সমাবেশের সাথে সংহতি প্রকাশ করে আরও বক্তব্য দেন মানবাধিকার ঐক্য পরিষদ শ্রীমঙ্গল শাখার সাধারণ সম্পাদক সাইদুল ইসলাম সবুজ, নিরাপদ সড়ক চাই শ্রীমঙ্গলের সভাপতি আমজাদ হোসেন রনি, ইসলামী ছাত্র ঐক্য পরিষদ শ্রীমঙ্গল এর আহ্বায়ক মাহমুদুল হাসান নাঈম, বাংলাদেশ কিন্ডারগার্টেন অ্যাসোসিয়েশন শ্রীমঙ্গল উপজেলা শাখার সাংগঠনিক সম্পাদক আশিকুর রহমান চৌধুরী, অ্যাকটিভ সিটিজেনস গ্রুপ (এসিজি-স্বাস্থ্য) টিআইবির যুগ্ম আহ্বায়ক মসুদ bbox=[318, 1901, 539, 2005]
feature-paragraph: বিভিন্ন সময়ে বাংলা নববর্ষ উদযাপন বাঙালির প্রতিবাদের ভাষা হয়ে উঠেছে। বিশেষ করে ১৯৪৭ সালের দেশভাগের পর আইয়ুব খানের আমল এবং আশির দশকের শেষের দিকে স্বৈরশাসনের বিরুদ্ধে প্রতিবাদের ভাষা ছিল বর্ষবরণের আনুষ্ঠানিকতা। বাংলাদেশের জাতীয় জ্ঞানকোষ বাংলাপিডিয়ার তথ্যমতেও পাওয়া যায় মিল এভাবে, সম্রাট আকবর তার রাজত্বের ২৯তম বর্ষে ৯৯২ হিজরি মোতাবেক ১৫৮৪ সালের ১০ বা ১১ মার্চ বাংলা সন প্রবর্তন করেন। নতুন সনটি নাম দেওয়া হয়েছিল 'ফসলি সন', পরে যা বঙ্গাব্দ নামে পরিচিতি পায়। bbox=[627, 513, 788, 707]
news-paragraph: ২০২২ বিশ্বকাপজয়ী রোমেরো আর্জেন্টিনা দলের গুরুত্বপূর্ণ খেলোয়াড়। দুর্ঘটনা থেকে পাওয়া এই চোটে তাঁকে কত দিন মাঠের বাইরে থাকতে হবে তা এখনো নিশ্চিত নয়। পরীক্ষা-নিরীক্ষার পর তা বলা যাবে। ম্যাচ শেষে টটেনহামের কোচ রবার্তো দে জার্বি বলেন, 'আগামী কয়েক দিন আমাদের পরিস্থিতি পর্যবেক্ষণ করতে হবে। আশা করি চোট খুব বেশি গুরুতর নয়। কারণ, সে আমাদের জন্য অত্যন্ত গুরুত্বপূর্ণ খেলোয়াড়। মৌসুমের বাকি ম্যাচগুলো এবং আমাদের লক্ষ্য অর্জনে তাকে খুব প্রয়োজন।' bbox=[88, 1362, 303, 1479]
news-paragraph: সান্ডারল্যান্ডের মাঠে নির্ধারিত সময় শেষ হওয়ার ২৫ মিনিট আগে প্রতিপক্ষ স্ট্রাইকার ব্রায়ান ব্রবির ধাক্কায় টটেনহামের গোলকিপার আন্তোনিন কিনস্কির ওপর গিয়ে পড়েন রোমেরো। তাঁর ডান হাঁটুর সঙ্গে সংঘর্ষ হয় কিনস্কির মাথার। তখনই বোঝা গিয়েছে, বেশ ব্যথা পেয়েছেন রোমেরো। মাঠ ছাড়েন ভেজা চোখে খোঁড়াতে খোঁড়াতে। bbox=[88, 1279, 303, 1357]
feature-column-1 bbox=[627, 282, 788, 1149]
news-paragraph: জানাযার নামাজে বিভিন্ন রাজনৈতিক, সামাজিক সংগঠনের নেতৃবৃন্দ, জনপ্রতিনিধি ও এলাকার জনসাধারণ উপস্থিত ছিলেন। bbox=[1258, 1652, 1486, 1676]
news-column-2 bbox=[318, 1203, 539, 2317]
section-divider-gradient bbox=[86, 1190, 1497, 1198]
feature-paragraph: সেই সময় বাঙালি সংস্কৃতির সাথে জড়িত একটি বিষয় ছিল বিদায় বা বর্ষ বিদায়। আর এর জন্য প্রতিমাসের শেষে একটি সংক্রান্তি পালন করার রীতিও বহু বছর আগে থেকেই চালু ছিল। বাংলা মাসের নামকরণ করা হয়েছিল নক্ষত্র অনুযায়ী। নববর্ষে চৈত্র মাস বা চিত্রা নক্ষত্র থেকে বৈশাখ বা বিশাখা নক্ষত্রে গমন বা সংক্রমণই হচ্ছে চৈত্র bbox=[800, 336, 1019, 417]
news-paragraph: অনুষ্ঠানে বক্তারা বলেন, বিজ্ঞান ও প্রযুক্তির চর্চা তরুণ প্রজন্মকে উদ্ভাবনী চিন্তায় উদ্বুদ্ধ করবে এবং স্মার্ট বাংলাদেশ গঠনে গুরুত্বপূর্ণ ভূমিকা রাখবে। bbox=[553, 1693, 774, 1730]
news-paragraph: বিকেল ৪টায় শেষকৃত্য সম্পন্ন হয়। এ সময় উপস্থিত ছিলেন তার ছেলে আনন্দ ভোঁসলেসহ পরিবারের সদস্যারা। রাষ্ট্রীয় মর্যাদার অংশ হিসেবে তার মরদেহ জাতীয় পতাকায় মোড়ানো কাচের কফিনে রাখা হয় এবং পুলিশ বাহিনীর পক্ষ থেকে গার্ড অব অনার প্রদান করা হয়। bbox=[318, 1479, 539, 1544]
feature-paragraph: হালখাতা। এটি পুরোটাই অর্থনৈতিক এবং গ্রামে-গঞ্জে ব্যবসায়ীরা নতুন বছরের শুরুর দিনে তাদের পুরোনো হিসাব-নিকাশ সম্পন্ন করে হিসাবের নতুন খাতা খুলতেন। এ উপলক্ষে তারা তাদের নতুন-পুরোনো খদ্দেরদের আমন্ত্রণ জানিয়ে মিষ্টি মুখ করাতেন। এই আমন্ত্রণ গ্রহণ করতে এসে অনেক খদ্দের তাদের পুরোনো দেনার পুরোটা বা কিছু অংশ শোধ করে নতুন খাতায় হিসাব হালনাগাদ করতেন। bbox=[800, 234, 1019, 329]
feature-paragraph: নিমগ্ন ভালোবাসা-সুন্দর আর সৃজনশীলতার জন্য নতুন করে সুখ-শান্তি আর সমৃদ্ধির প্রত্যাশায় প্রিয় বাংলায় বাংলা নববর্ষ উদযাপনের যে চিত্র দেখা যায়, সেই চিত্র তৈরি হওয়ার ইতিহাস সরল-স্বচ্ছ ও সুন্দরের উদাহরণ। আর এই উদাহরণ নির্মিত হয়েছে মোগল সম্রাট আকবরের শাসনামলে। বাংলা সন গণনা শুরু হওয়ার পর খাজনা আদায়ের পর যে উৎসব থেকে বর্ষবরণের আনুষ্ঠানিকতা শুরু হয়েছিল, তাও এই বিশ্বব্যাপী আলোচিত আকবরের আমলে। তা সময়ের সাথে সাথে বিবর্তিত হয়ে বর্তমান রূপ লাভ করেছে। এই ধারাবাহিকতায় কখনো আগের বিভিন্ন নিয়ম বাদ দেওয়া হয়েছে, আবার কখনো নতুন মাত্রা যোগ হয়েছে এই উৎসবের সাথে। bbox=[627, 284, 788, 506]
date-english: ১৪ এপ্রিল ২০২৬ bbox=[238, 128, 332, 143]
page-number: ২ bbox=[116, 89, 152, 154]
news-headline: ছাতকের বুকী নদীকে দখল bbox=[567, 1494, 760, 1516]
news-paragraph: আলাউদ্দিন আল রনি, মাধবপুর উপজেলা প্রেসক্লাবের সভাপতি তোফাজ্জল হোসেন চৌধুরী এবং সাধারণ সম্পাদক আহমেদ সালমানসহ স্থানীয় গণ্যমান্য ব্যক্তিবর্গ। bbox=[553, 1650, 774, 1688]
news-paragraph: পুলিশ আরও জানায়, রোববার দুপুরে হৃদয় মিয়া জেল রোড এলাকায় আমিন (৩৫) নামের এক ব্যক্তির সঙ্গে কথা কাটাকাটির জেরে তাকে ধারালো ব্লেড দিয়ে গালে আঘাত করে জখম করে পালিয়ে যান। আটকের পর জিজ্ঞাসাবাদে আসামী সন্তোষজনক কোনো উত্তর দিতে পারেনি। bbox=[1023, 1944, 1244, 2008]
header-dates: ১৪ এপ্রিল ২০২৬ ■ ১ বৈশাখ ১৪৩৩ bbox=[238, 128, 438, 143]
feature-column-3 bbox=[1035, 232, 1254, 472]
news-paragraph: কানাইঘাট উপজেলার কাচারীপাড়া এলাকায় অভিযান চালিয়ে কুতুপালং ক্যাম্পের এফডিএমএন সদস্য মো. আলী হোসাইন (৩৫)কে ভারতে প্রবেশের সময় আটক করা হয়। এ ঘটনায় তাকে সহযোগিতা করা দালাল রুমেল আহমেদ (২৩)কেও আটক করা হয়। এসময় একটি মোটরসাইকেল ও মোবাইল জব্দ করা হয়, তবে অপর এক দালাল পালিয়ে যায়। bbox=[788, 1253, 1009, 1330]
feature-paragraph: বছরে সংক্রান্তি থেকে নববর্ষের দিকে উদযাপিত হয়েছে। তারপরে পাকিস্তান আমলের ২৩ বছরে এটি সাংস্কৃতিক হাতিয়ার হয়ে উঠেছে। সেখানে ম্লান হয়ে গেছে চৈত্র সংক্রান্তি, পহেলা বৈশাখই উদযাপনটিই মুখ্য হয়ে উঠেছে।' bbox=[1035, 813, 1254, 866]
news-paragraph: অন্যদিকে, পূর্ব কারাবাল্লা এলাকায় অভিযান চালিয়ে অবৈধভাবে ভারতে যাওয়ার সময় নড়াইলের মো. রুবেল শেখ (৩৩) ও যশোরের মোছা. শাহানাজ (৪০)কে আটক করা হয়। তাদের কাছ থেকে নগদ টাকা, মোবাইল ও সিম জব্দ করা হয়েছে। এ ঘটনায় জড়িত আরও এক দালাল পালিয়ে যায়। bbox=[788, 1335, 1009, 1399]
